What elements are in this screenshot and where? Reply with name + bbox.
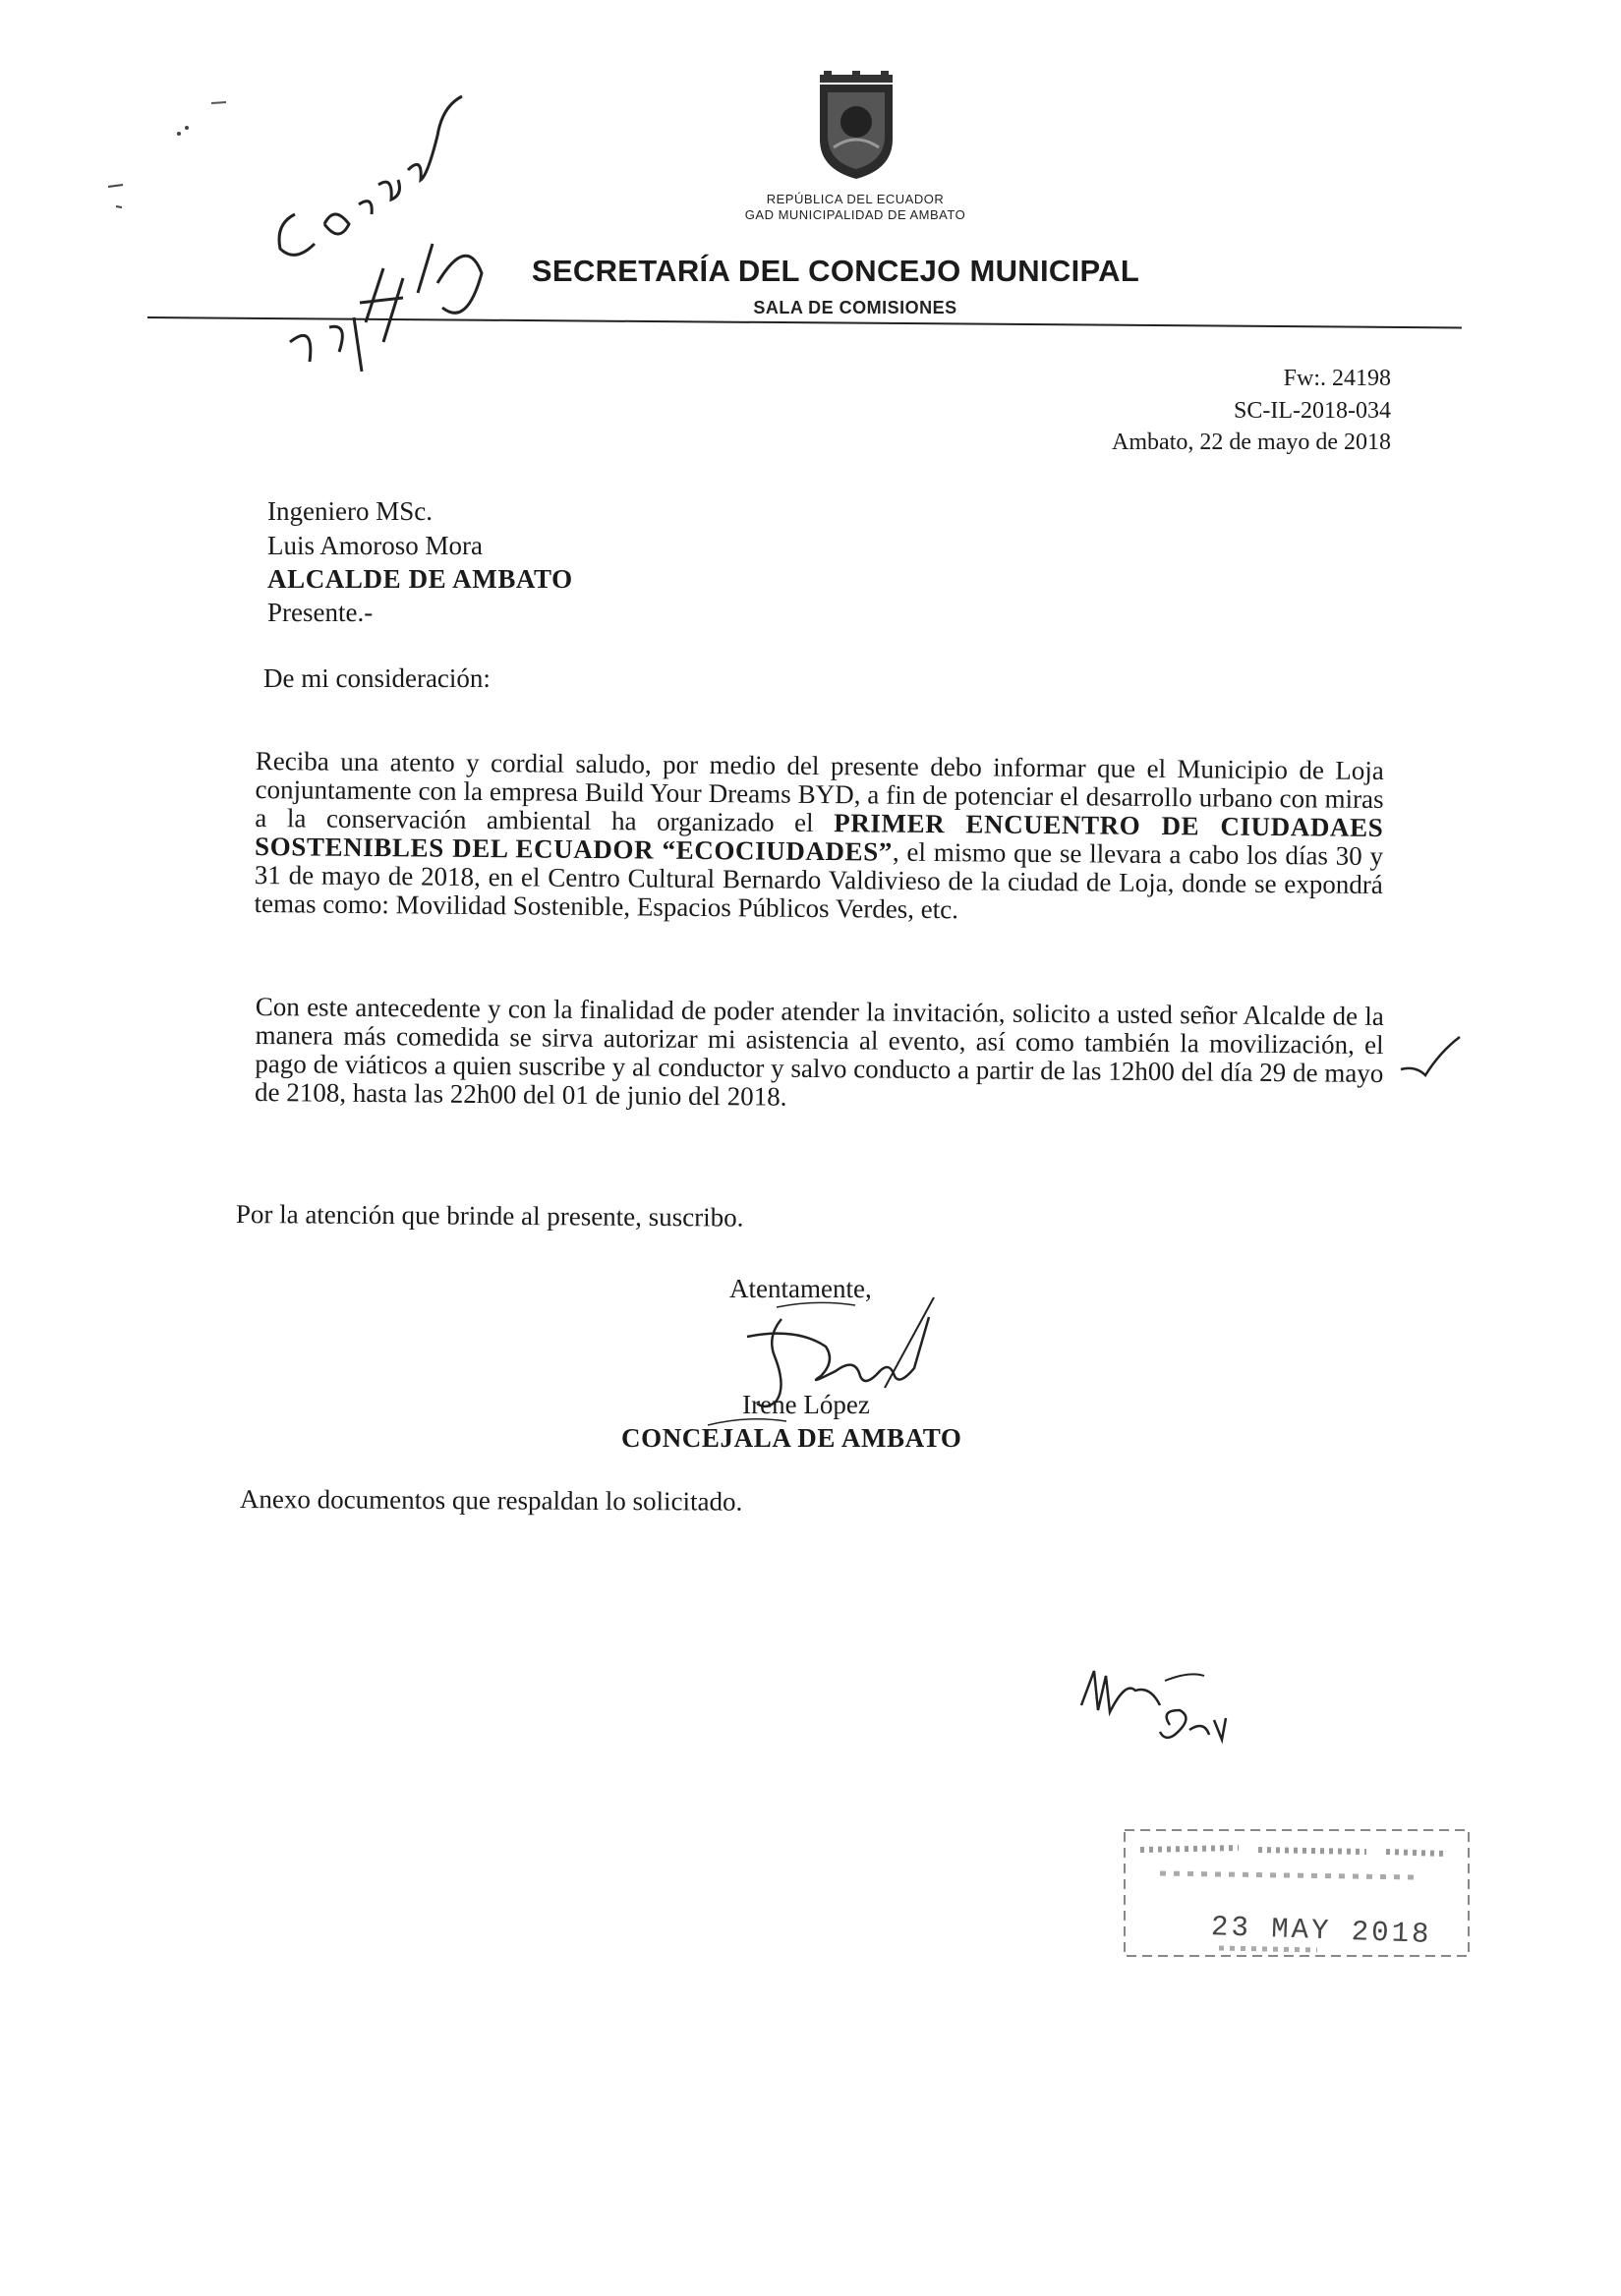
recipient-title: Ingeniero MSc.	[267, 496, 433, 526]
header-republic-line: REPÚBLICA DEL ECUADOR	[766, 192, 945, 206]
place-date: Ambato, 22 de mayo de 2018	[1112, 430, 1391, 455]
stamp-date: 23 MAY 2018	[1210, 1911, 1432, 1951]
header-title: SECRETARÍA DEL CONCEJO MUNICIPAL	[531, 254, 1140, 288]
valediction: Atentamente,	[729, 1274, 872, 1303]
body-p1-start: Reciba una atento y cordial saludo, por medio del presente debo informar que el Municipio de Loja conjuntamente con la empresa Build Your Dreams BYD, a fin de potenciar el desarrollo urbano con miras a la conservación ambiental ha organizado el	[255, 746, 1384, 838]
recipient-name: Luis Amoroso Mora	[267, 531, 483, 560]
signer-name: Irene López	[742, 1390, 870, 1419]
reference-code: SC-IL-2018-034	[1234, 398, 1391, 424]
municipal-seal-icon	[814, 71, 898, 181]
closing-line: Por la atención que brinde al presente, suscribo.	[235, 1199, 744, 1233]
header-subtitle: SALA DE COMISIONES	[753, 298, 957, 317]
handwritten-initials	[1067, 1651, 1234, 1759]
greeting: De mi consideración:	[263, 663, 491, 693]
body-paragraph-1	[254, 747, 1383, 928]
reference-fw: Fw:. 24198	[1283, 366, 1391, 391]
event-name: PRIMER ENCUENTRO DE CIUDADAES SOSTENIBLES DEL ECUADOR “ECOCIUDADES”	[254, 808, 1384, 867]
body-paragraph-2: Con este antecedente y con la finalidad de poder atender la invitación, solicito a usted señor Alcalde de la manera más comedida se sirva autorizar mi asistencia al evento, así como también la movilización, el pago de viáticos a quien suscribe y al conductor y salvo conducto a partir de las 12h00 del día 29 de mayo de 2108, hasta las 22h00 del 01 de junio del 2018.	[254, 992, 1384, 1112]
body-p1-end: , el mismo que se llevara a cabo los días 30 y 31 de mayo de 2018, en el Centro Cultural Bernardo Valdivieso de la ciudad de Loja, donde se expondrá temas como: Movilidad Sostenible, Espacios Públicos Verdes, etc.	[254, 836, 1384, 925]
handwritten-note-top	[256, 77, 492, 372]
annex-note: Anexo documentos que respaldan lo solicitado.	[239, 1484, 743, 1517]
header-gad-line: GAD MUNICIPALIDAD DE AMBATO	[744, 207, 966, 222]
check-mark-icon	[1396, 1032, 1465, 1081]
recipient-presente: Presente.-	[267, 598, 374, 627]
signer-position: CONCEJALA DE AMBATO	[621, 1423, 962, 1453]
scan-specks	[88, 59, 236, 236]
recipient-position: ALCALDE DE AMBATO	[267, 564, 573, 594]
